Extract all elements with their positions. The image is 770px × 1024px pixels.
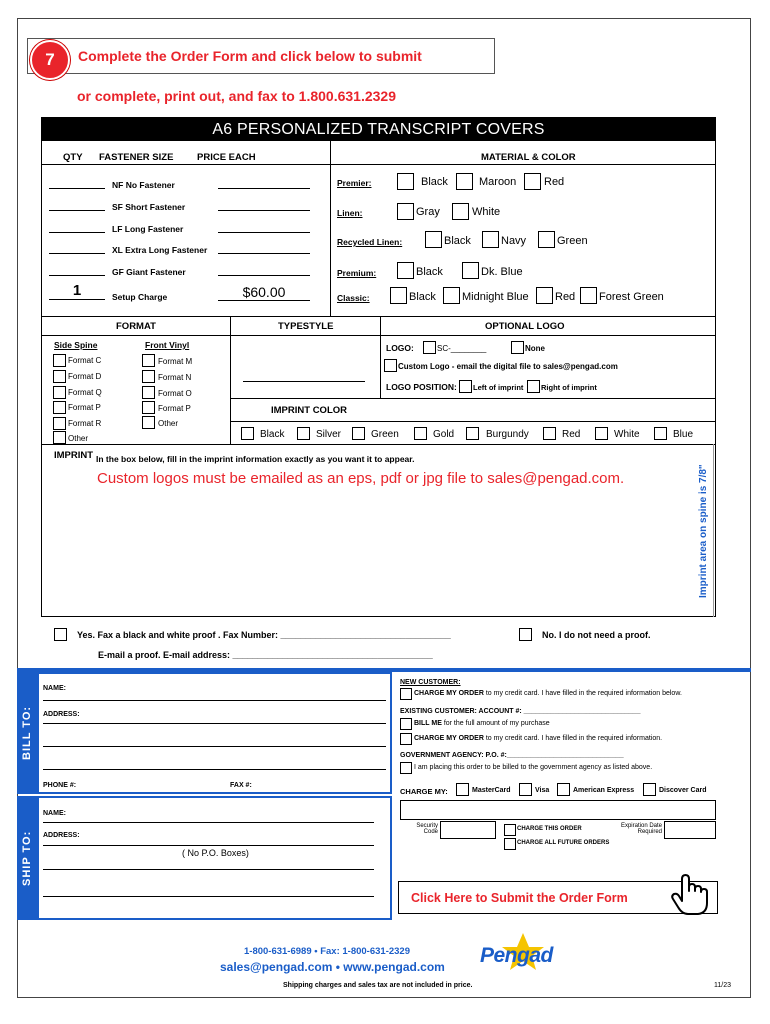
footer-phones: 1-800-631-6989 • Fax: 1-800-631-2329 [244, 946, 410, 957]
optional-logo-header: OPTIONAL LOGO [485, 321, 565, 332]
charge-my-label: CHARGE MY: [400, 787, 448, 796]
charge-this-checkbox[interactable] [504, 824, 516, 836]
imprint-burgundy-checkbox[interactable] [466, 427, 479, 440]
government-agency-label: GOVERNMENT AGENCY: P.O. #:______________________________ [400, 752, 624, 759]
logo-none-label: None [525, 344, 545, 353]
imprint-label: IMPRINT [54, 450, 94, 461]
footer-web: sales@pengad.com • www.pengad.com [220, 960, 445, 974]
visa-label: Visa [535, 787, 550, 794]
premium-label: Premium: [337, 268, 377, 278]
step-instruction: Complete the Order Form and click below to submit [78, 48, 422, 64]
classic-forestgreen-label: Forest Green [599, 291, 664, 303]
classic-black-label: Black [409, 291, 436, 303]
imprint-burgundy-label: Burgundy [486, 429, 529, 440]
price-field-sf[interactable] [218, 210, 310, 211]
bill-address-field-1[interactable] [43, 723, 386, 724]
expiration-field[interactable] [664, 821, 716, 839]
classic-midnightblue-checkbox[interactable] [443, 287, 460, 304]
bill-address-label: ADDRESS: [43, 711, 80, 718]
charge-future-label: CHARGE ALL FUTURE ORDERS [517, 840, 610, 846]
premier-maroon-label: Maroon [479, 176, 517, 188]
discover-checkbox[interactable] [643, 783, 656, 796]
side-other-label: Other [68, 434, 89, 443]
imprint-white-checkbox[interactable] [595, 427, 608, 440]
imprint-green-checkbox[interactable] [352, 427, 365, 440]
format-c-label: Format C [68, 356, 102, 365]
logo-sc-field: SC-________ [437, 344, 487, 353]
setup-qty: 1 [49, 282, 105, 300]
front-vinyl-header: Front Vinyl [145, 340, 190, 350]
proof-email-label: E-mail a proof. E-mail address: ________________________________________ [98, 650, 433, 660]
imprint-blue-label: Blue [673, 429, 694, 440]
bill-name-label: NAME: [43, 685, 66, 692]
format-m-checkbox[interactable] [142, 354, 155, 367]
recycled-navy-checkbox[interactable] [482, 231, 499, 248]
format-p-side-checkbox[interactable] [53, 401, 66, 414]
price-field-xl[interactable] [218, 253, 310, 254]
format-p-front-label: Format P [158, 404, 191, 413]
format-c-checkbox[interactable] [53, 354, 66, 367]
proof-yes-checkbox[interactable] [54, 628, 67, 641]
format-n-checkbox[interactable] [142, 370, 155, 383]
amex-label: American Express [573, 787, 635, 794]
qty-field-sf[interactable] [49, 210, 105, 211]
charge-this-label: CHARGE THIS ORDER [517, 826, 582, 832]
premium-dkblue-label: Dk. Blue [481, 266, 523, 278]
fastener-nf: NF No Fastener [112, 180, 175, 190]
no-po-note: ( No P.O. Boxes) [182, 848, 249, 858]
form-title: A6 PERSONALIZED TRANSCRIPT COVERS [41, 117, 716, 141]
fastener-xl: XL Extra Long Fastener [112, 245, 208, 255]
bill-address-field-3[interactable] [43, 769, 386, 770]
mastercard-label: MasterCard [472, 787, 511, 794]
bill-me-label: BILL ME for the full amount of my purchase [414, 720, 550, 727]
bill-address-field-2[interactable] [43, 746, 386, 747]
linen-white-checkbox[interactable] [452, 203, 469, 220]
phone-label: PHONE #: [43, 782, 77, 789]
logo-position-label: LOGO POSITION: [386, 382, 457, 392]
government-text: I am placing this order to be billed to the government agency as listed above. [414, 764, 653, 771]
recycled-black-label: Black [444, 235, 471, 247]
format-q-checkbox[interactable] [53, 386, 66, 399]
imprint-green-label: Green [371, 429, 399, 440]
premier-label: Premier: [337, 178, 372, 188]
charge-existing-checkbox[interactable] [400, 733, 412, 745]
proof-no-label: No. I do not need a proof. [542, 630, 651, 640]
logo-right-checkbox[interactable] [527, 380, 540, 393]
ship-to-box [17, 796, 392, 920]
format-p-front-checkbox[interactable] [142, 401, 155, 414]
ship-address-field-1[interactable] [43, 845, 374, 846]
imprint-silver-label: Silver [316, 429, 342, 440]
security-code-label: Security Code [416, 823, 438, 835]
ship-name-field[interactable] [43, 822, 374, 823]
charge-future-checkbox[interactable] [504, 838, 516, 850]
format-d-checkbox[interactable] [53, 370, 66, 383]
format-d-label: Format D [68, 372, 102, 381]
ship-address-field-3[interactable] [43, 896, 374, 897]
logo-label: LOGO: [386, 343, 414, 353]
linen-gray-checkbox[interactable] [397, 203, 414, 220]
card-number-field[interactable] [400, 800, 716, 820]
typestyle-field[interactable] [243, 381, 365, 382]
ship-name-label: NAME: [43, 810, 66, 817]
fastener-header: FASTENER SIZE [99, 152, 174, 163]
charge-new-label: CHARGE MY ORDER to my credit card. I have filled in the required information below. [414, 690, 682, 697]
format-o-label: Format O [158, 389, 192, 398]
submit-order-label: Click Here to Submit the Order Form [411, 891, 628, 905]
recycled-black-checkbox[interactable] [425, 231, 442, 248]
shipping-note: Shipping charges and sales tax are not included in price. [283, 982, 473, 989]
qty-field-gf[interactable] [49, 275, 105, 276]
material-header: MATERIAL & COLOR [481, 152, 576, 163]
premier-red-label: Red [544, 176, 565, 188]
format-r-checkbox[interactable] [53, 417, 66, 430]
front-other-label: Other [158, 419, 179, 428]
format-n-label: Format N [158, 373, 192, 382]
premier-black-checkbox[interactable] [397, 173, 414, 190]
custom-logo-label: Custom Logo - email the digital file to sales@pengad.com [398, 362, 618, 371]
security-code-field[interactable] [440, 821, 496, 839]
charge-existing-label: CHARGE MY ORDER to my credit card. I have filled in the required information. [414, 735, 663, 742]
qty-field-lf[interactable] [49, 232, 105, 233]
recycled-green-label: Green [557, 235, 588, 247]
classic-black-checkbox[interactable] [390, 287, 407, 304]
price-field-nf[interactable] [218, 188, 310, 189]
price-field-lf[interactable] [218, 232, 310, 233]
premier-maroon-checkbox[interactable] [456, 173, 473, 190]
ship-address-label: ADDRESS: [43, 832, 80, 839]
pengad-logo [478, 932, 568, 976]
bill-me-checkbox[interactable] [400, 718, 412, 730]
proof-no-checkbox[interactable] [519, 628, 532, 641]
imprint-silver-checkbox[interactable] [297, 427, 310, 440]
custom-logo-note: Custom logos must be emailed as an eps, pdf or jpg file to sales@pengad.com. [97, 470, 625, 487]
revision-date: 11/23 [714, 982, 731, 989]
pengad-logo-text: Pengad [480, 944, 553, 967]
new-customer-label: NEW CUSTOMER: [400, 679, 461, 686]
visa-checkbox[interactable] [519, 783, 532, 796]
linen-gray-label: Gray [416, 206, 440, 218]
setup-charge-label: Setup Charge [112, 292, 168, 302]
format-p-side-label: Format P [68, 403, 101, 412]
price-header: PRICE EACH [197, 152, 256, 163]
logo-left-checkbox[interactable] [459, 380, 472, 393]
fax-instruction: or complete, print out, and fax to 1.800.631.2329 [77, 88, 396, 104]
price-field-gf[interactable] [218, 275, 310, 276]
government-checkbox[interactable] [400, 762, 412, 774]
recycled-navy-label: Navy [501, 235, 527, 247]
bill-to-box [17, 672, 392, 794]
side-other-checkbox[interactable] [53, 431, 66, 444]
proof-yes-label: Yes. Fax a black and white proof . Fax Number: __________________________________ [77, 630, 451, 640]
logo-left-label: Left of imprint [473, 383, 524, 392]
logo-none-checkbox[interactable] [511, 341, 524, 354]
imprint-instructions: In the box below, fill in the imprint information exactly as you want it to appear. [96, 454, 415, 464]
imprint-blue-checkbox[interactable] [654, 427, 667, 440]
imprint-black-label: Black [260, 429, 285, 440]
expiration-label: Expiration Date Required [620, 823, 662, 835]
front-other-checkbox[interactable] [142, 416, 155, 429]
fastener-lf: LF Long Fastener [112, 224, 184, 234]
format-o-checkbox[interactable] [142, 386, 155, 399]
classic-label: Classic: [337, 293, 370, 303]
classic-forestgreen-checkbox[interactable] [580, 287, 597, 304]
format-q-label: Format Q [68, 388, 102, 397]
discover-label: Discover Card [659, 787, 707, 794]
fax-label: FAX #: [230, 782, 252, 789]
step-number-badge: 7 [30, 40, 70, 80]
logo-right-label: Right of imprint [541, 383, 597, 392]
format-r-label: Format R [68, 419, 102, 428]
premium-black-checkbox[interactable] [397, 262, 414, 279]
imprint-white-label: White [614, 429, 640, 440]
typestyle-header: TYPESTYLE [278, 321, 334, 332]
ship-to-label: SHIP TO: [21, 830, 33, 886]
charge-new-checkbox[interactable] [400, 688, 412, 700]
imprint-black-checkbox[interactable] [241, 427, 254, 440]
imprint-red-label: Red [562, 429, 581, 440]
fastener-sf: SF Short Fastener [112, 202, 186, 212]
imprint-gold-label: Gold [433, 429, 455, 440]
imprint-color-header: IMPRINT COLOR [271, 405, 347, 416]
imprint-text-area[interactable] [41, 467, 711, 617]
classic-red-checkbox[interactable] [536, 287, 553, 304]
mastercard-checkbox[interactable] [456, 783, 469, 796]
premium-black-label: Black [416, 266, 443, 278]
classic-red-label: Red [555, 291, 576, 303]
spine-note: Imprint area on spine is 7/8" [698, 464, 709, 598]
premier-black-label: Black [421, 176, 448, 188]
imprint-red-checkbox[interactable] [543, 427, 556, 440]
linen-white-label: White [472, 206, 501, 218]
qty-header: QTY [63, 152, 83, 163]
premier-red-checkbox[interactable] [524, 173, 541, 190]
bill-name-field[interactable] [43, 700, 386, 701]
amex-checkbox[interactable] [557, 783, 570, 796]
recycled-linen-label: Recycled Linen: [337, 237, 403, 247]
premium-dkblue-checkbox[interactable] [462, 262, 479, 279]
existing-customer-label: EXISTING CUSTOMER: ACCOUNT #: ______________________________ [400, 708, 641, 715]
format-header: FORMAT [116, 321, 156, 332]
side-spine-header: Side Spine [54, 340, 98, 350]
hand-pointer-icon [668, 871, 710, 917]
linen-label: Linen: [337, 208, 363, 218]
classic-midnightblue-label: Midnight Blue [462, 291, 529, 303]
fastener-gf: GF Giant Fastener [112, 267, 186, 277]
qty-field-nf[interactable] [49, 188, 105, 189]
imprint-gold-checkbox[interactable] [414, 427, 427, 440]
format-m-label: Format M [158, 357, 193, 366]
setup-price: $60.00 [218, 284, 310, 301]
recycled-green-checkbox[interactable] [538, 231, 555, 248]
ship-address-field-2[interactable] [43, 869, 374, 870]
logo-sc-checkbox[interactable] [423, 341, 436, 354]
bill-to-label: BILL TO: [21, 705, 33, 760]
qty-field-xl[interactable] [49, 253, 105, 254]
custom-logo-checkbox[interactable] [384, 359, 397, 372]
